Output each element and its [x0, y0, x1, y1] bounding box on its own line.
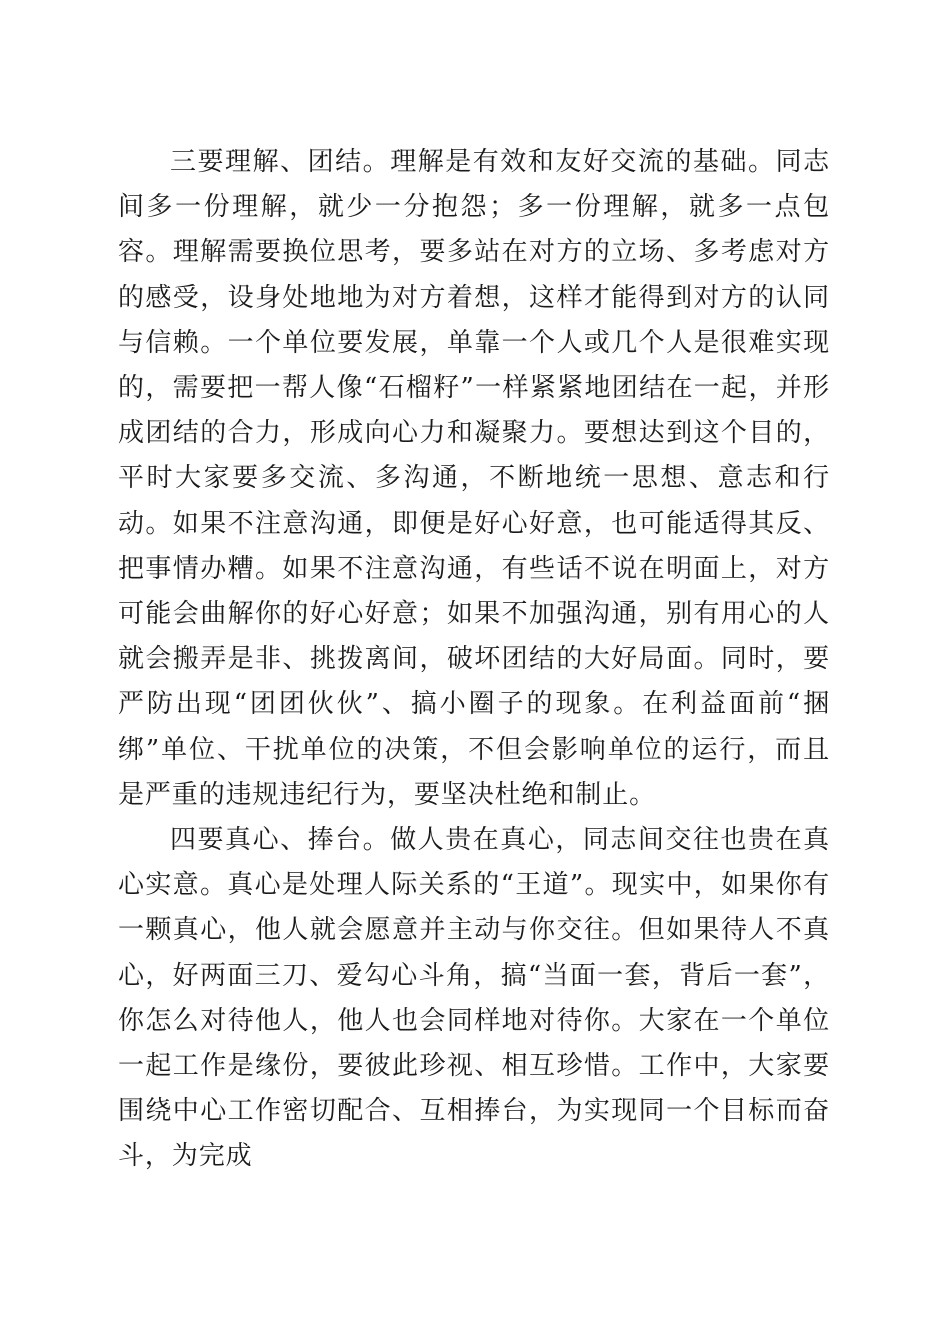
paragraph-sincerity-support: 四要真心、捧台。做人贵在真心，同志间交往也贵在真心实意。真心是处理人际关系的“王道”。现实中，如果你有一颗真心，他人就会愿意并主动与你交往。但如果待人不真心，好两面三刀、爱勾心斗角，搞“当面一套，背后一套”，你怎么对待他人，他人也会同样地对待你。大家在一个单位一起工作是缘份，要彼此珍视、相互珍惜。工作中，大家要围绕中心工作密切配合、互相捧台，为实现同一个目标而奋斗，为完成 [118, 825, 830, 1172]
body-text [118, 140, 830, 1180]
paragraph-understanding-unity: 三要理解、团结。理解是有效和友好交流的基础。同志间多一份理解，就少一分抱怨；多一份理解，就多一点包容。理解需要换位思考，要多站在对方的立场、多考虑对方的感受，设身处地地为对方着想，这样才能得到对方的认同与信赖。一个单位要发展，单靠一个人或几个人是很难实现的，需要把一帮人像“石榴籽”一样紧紧地团结在一起，并形成团结的合力，形成向心力和凝聚力。要想达到这个目的，平时大家要多交流、多沟通，不断地统一思想、意志和行动。如果不注意沟通，即便是好心好意，也可能适得其反、把事情办糟。如果不注意沟通，有些话不说在明面上，对方可能会曲解你的好心好意；如果不加强沟通，别有用心的人就会搬弄是非、挑拨离间，破坏团结的大好局面。同时，要严防出现“团团伙伙”、搞小圈子的现象。在利益面前“捆绑”单位、干扰单位的决策，不但会影响单位的运行，而且是严重的违规违纪行为，要坚决杜绝和制止。 [118, 147, 830, 810]
